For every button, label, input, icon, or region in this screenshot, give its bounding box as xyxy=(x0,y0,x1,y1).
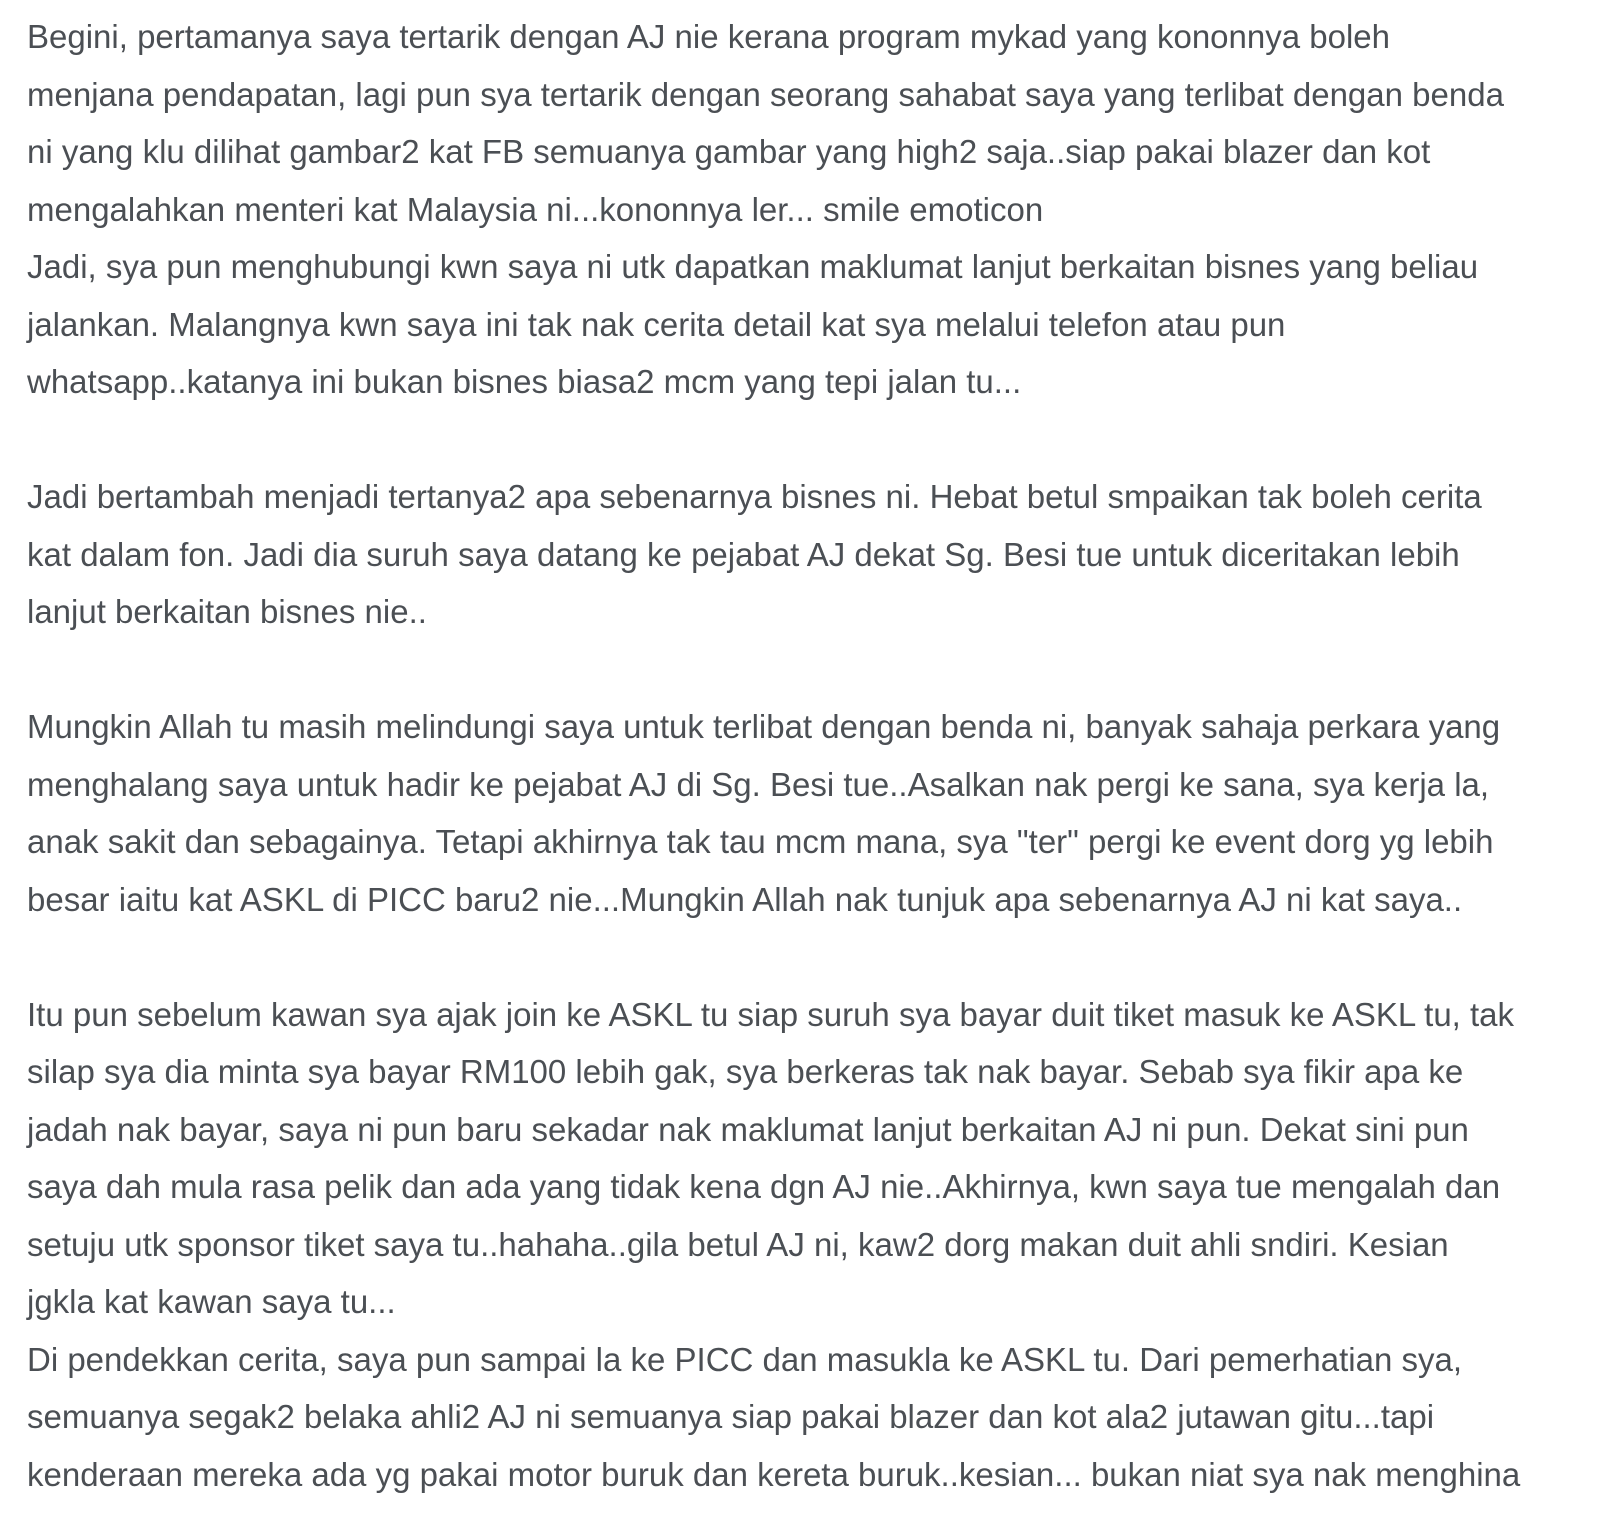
text-line: anak sakit dan sebagainya. Tetapi akhirnya tak tau mcm mana, sya "ter" pergi ke event dorg yg lebih xyxy=(27,823,1494,860)
paragraph xyxy=(27,986,1570,1504)
text-line: jgkla kat kawan saya tu... xyxy=(27,1283,396,1320)
text-line: menjana pendapatan, lagi pun sya tertarik dengan seorang sahabat saya yang terlibat dengan benda xyxy=(27,75,1504,113)
text-line: kenderaan mereka ada yg pakai motor buruk dan kereta buruk..kesian... bukan niat sya nak menghina xyxy=(27,1455,1521,1493)
text-line: Itu pun sebelum kawan sya ajak join ke ASKL tu siap suruh sya bayar duit tiket masuk ke ASKL tu, tak xyxy=(27,995,1515,1033)
text-line: silap sya dia minta sya bayar RM100 lebih gak, sya berkeras tak nak bayar. Sebab sya fikir apa ke xyxy=(27,1053,1464,1090)
text-line: Jadi bertambah menjadi tertanya2 apa sebenarnya bisnes ni. Hebat betul smpaikan tak boleh cerita xyxy=(27,478,1482,515)
text-line: lanjut berkaitan bisnes nie.. xyxy=(27,593,427,630)
text-line: whatsapp..katanya ini bukan bisnes biasa2 mcm yang tepi jalan tu... xyxy=(27,363,1022,400)
text-line: mengalahkan menteri kat Malaysia ni...kononnya ler... smile emoticon xyxy=(27,190,1044,228)
text-line: besar iaitu kat ASKL di PICC baru2 nie...Mungkin Allah nak tunjuk apa sebenarnya AJ ni kat saya.. xyxy=(27,880,1463,918)
paragraph xyxy=(27,468,1570,641)
text-line: menghalang saya untuk hadir ke pejabat AJ di Sg. Besi tue..Asalkan nak pergi ke sana, sya kerja la, xyxy=(27,765,1490,803)
text-line: saya dah mula rasa pelik dan ada yang tidak kena dgn AJ nie..Akhirnya, kwn saya tue mengalah dan xyxy=(27,1168,1501,1205)
text-line: ni yang klu dilihat gambar2 kat FB semuanya gambar yang high2 saja..siap pakai blazer dan kot xyxy=(27,133,1431,170)
text-line: Mungkin Allah tu masih melindungi saya untuk terlibat dengan benda ni, banyak sahaja perkara yang xyxy=(27,708,1501,745)
paragraph xyxy=(27,698,1570,928)
text-line: Begini, pertamanya saya tertarik dengan AJ nie kerana program mykad yang kononnya boleh xyxy=(27,18,1390,55)
text-line: jadah nak bayar, saya ni pun baru sekadar nak maklumat lanjut berkaitan AJ ni pun. Dekat sini pun xyxy=(27,1110,1469,1148)
paragraph xyxy=(27,8,1570,411)
text-line: setuju utk sponsor tiket saya tu..hahaha..gila betul AJ ni, kaw2 dorg makan duit ahli sndiri. Kesian xyxy=(27,1225,1449,1263)
text-line: Jadi, sya pun menghubungi kwn saya ni utk dapatkan maklumat lanjut berkaitan bisnes yang beliau xyxy=(27,248,1479,285)
text-line: Di pendekkan cerita, saya pun sampai la ke PICC dan masukla ke ASKL tu. Dari pemerhatian sya, xyxy=(27,1340,1463,1378)
text-line: semuanya segak2 belaka ahli2 AJ ni semuanya siap pakai blazer dan kot ala2 jutawan gitu...tapi xyxy=(27,1398,1435,1435)
text-line: kat dalam fon. Jadi dia suruh saya datang ke pejabat AJ dekat Sg. Besi tue untuk diceritakan lebih xyxy=(27,535,1460,573)
text-line: jalankan. Malangnya kwn saya ini tak nak cerita detail kat sya melalui telefon atau pun xyxy=(27,305,1286,343)
